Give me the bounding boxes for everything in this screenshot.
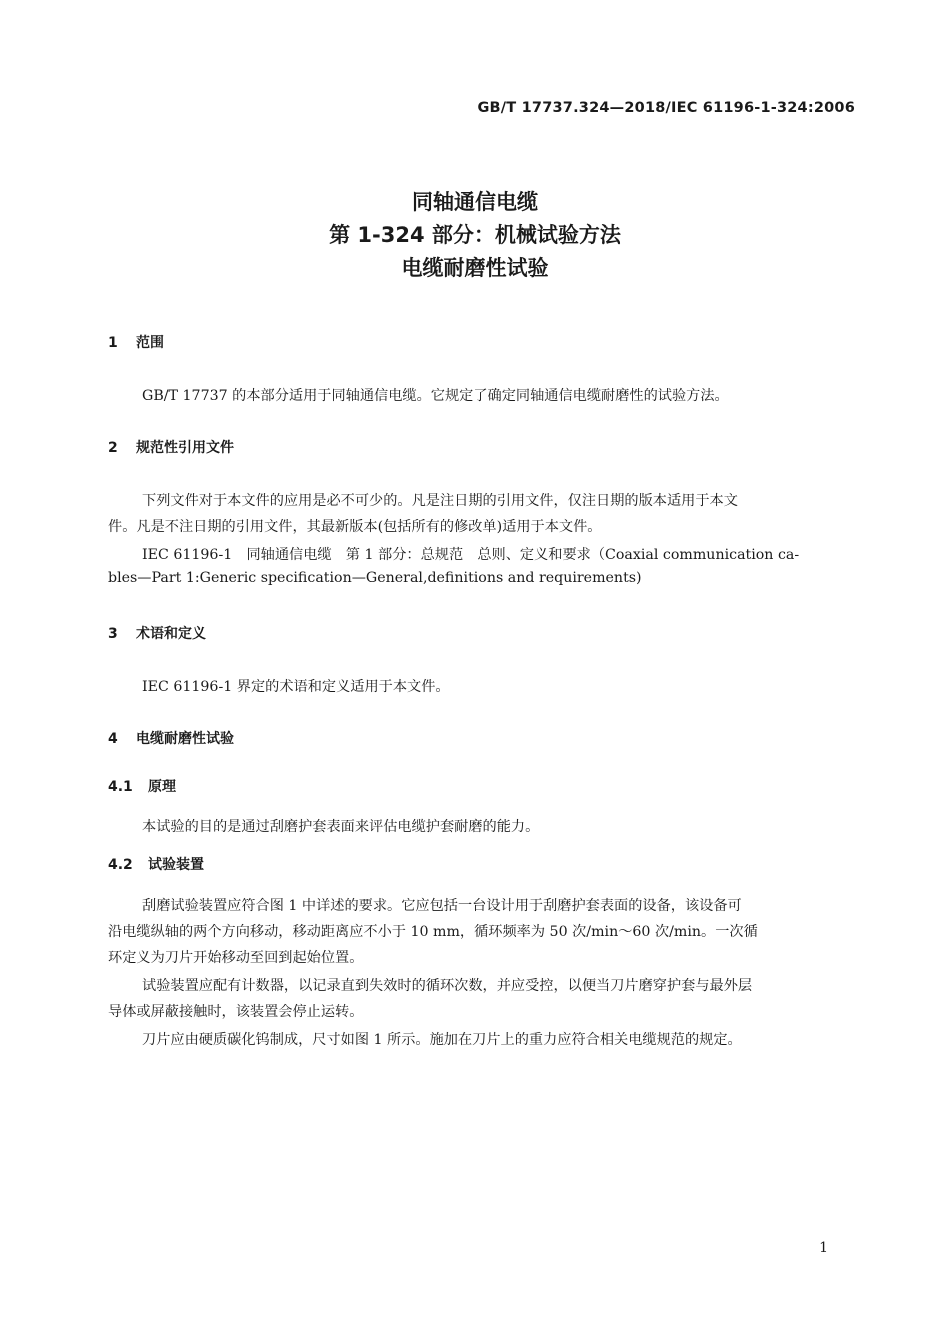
section-4-1-heading (108, 776, 176, 796)
section-4-2-para-line: 刮磨试验装置应符合图 1 中详述的要求。它应包括一台设计用于刮磨护套表面的设备，该设备可 (142, 898, 742, 914)
section-4-1-text: 本试验的目的是通过刮磨护套表面来评估电缆护套耐磨的能力。 (142, 819, 540, 835)
section-number: 4.2 (108, 857, 133, 873)
section-title: 规范性引用文件 (136, 440, 234, 456)
section-3-text: IEC 61196-1 界定的术语和定义适用于本文件。 (142, 679, 450, 695)
page-number: 1 (819, 1240, 828, 1256)
section-number: 4 (108, 731, 118, 747)
section-4-2-para-line: 环定义为刀片开始移动至回到起始位置。 (108, 950, 364, 966)
section-2-para-line: 下列文件对于本文件的应用是必不可少的。凡是注日期的引用文件，仅注日期的版本适用于本文 (142, 493, 738, 509)
section-title: 原理 (148, 779, 176, 795)
section-number: 3 (108, 626, 118, 642)
section-1-text: GB/T 17737 的本部分适用于同轴通信电缆。它规定了确定同轴通信电缆耐磨性的试验方法。 (142, 388, 729, 404)
section-number: 4.1 (108, 779, 133, 795)
section-4-heading (108, 728, 234, 748)
section-4-2-para-line: 刀片应由硬质碳化钨制成，尺寸如图 1 所示。施加在刀片上的重力应符合相关电缆规范的规定。 (142, 1032, 742, 1048)
section-title: 电缆耐磨性试验 (136, 731, 234, 747)
standard-number: GB/T 17737.324—2018/IEC 61196-1-324:2006 (477, 100, 855, 116)
section-number: 1 (108, 335, 118, 351)
reference-line: bles—Part 1:Generic specification—General,definitions and requirements) (108, 570, 642, 586)
section-4-2-para-line: 导体或屏蔽接触时，该装置会停止运转。 (108, 1004, 364, 1020)
section-title: 试验装置 (148, 857, 204, 873)
section-title: 术语和定义 (136, 626, 206, 642)
section-4-2-para-line: 试验装置应配有计数器，以记录直到失效时的循环次数，并应受控，以便当刀片磨穿护套与最外层 (142, 978, 753, 994)
section-title: 范围 (136, 335, 164, 351)
document-title (0, 186, 950, 285)
section-4-2-para-line: 沿电缆纵轴的两个方向移动，移动距离应不小于 10 mm，循环频率为 50 次/min～60 次/min。一次循 (108, 924, 758, 940)
title-line-1: 同轴通信电缆 (412, 190, 538, 214)
reference-line: IEC 61196-1 同轴通信电缆 第 1 部分：总规范 总则、定义和要求（Coaxial communication ca- (142, 547, 800, 563)
title-line-2: 第 1-324 部分：机械试验方法 (329, 223, 621, 247)
section-4-2-heading (108, 854, 204, 874)
section-2-heading (108, 437, 234, 457)
title-line-3: 电缆耐磨性试验 (401, 256, 549, 280)
section-number: 2 (108, 440, 118, 456)
section-3-heading (108, 623, 206, 643)
section-2-para-line: 件。凡是不注日期的引用文件，其最新版本(包括所有的修改单)适用于本文件。 (108, 519, 602, 535)
section-1-heading (108, 332, 164, 352)
